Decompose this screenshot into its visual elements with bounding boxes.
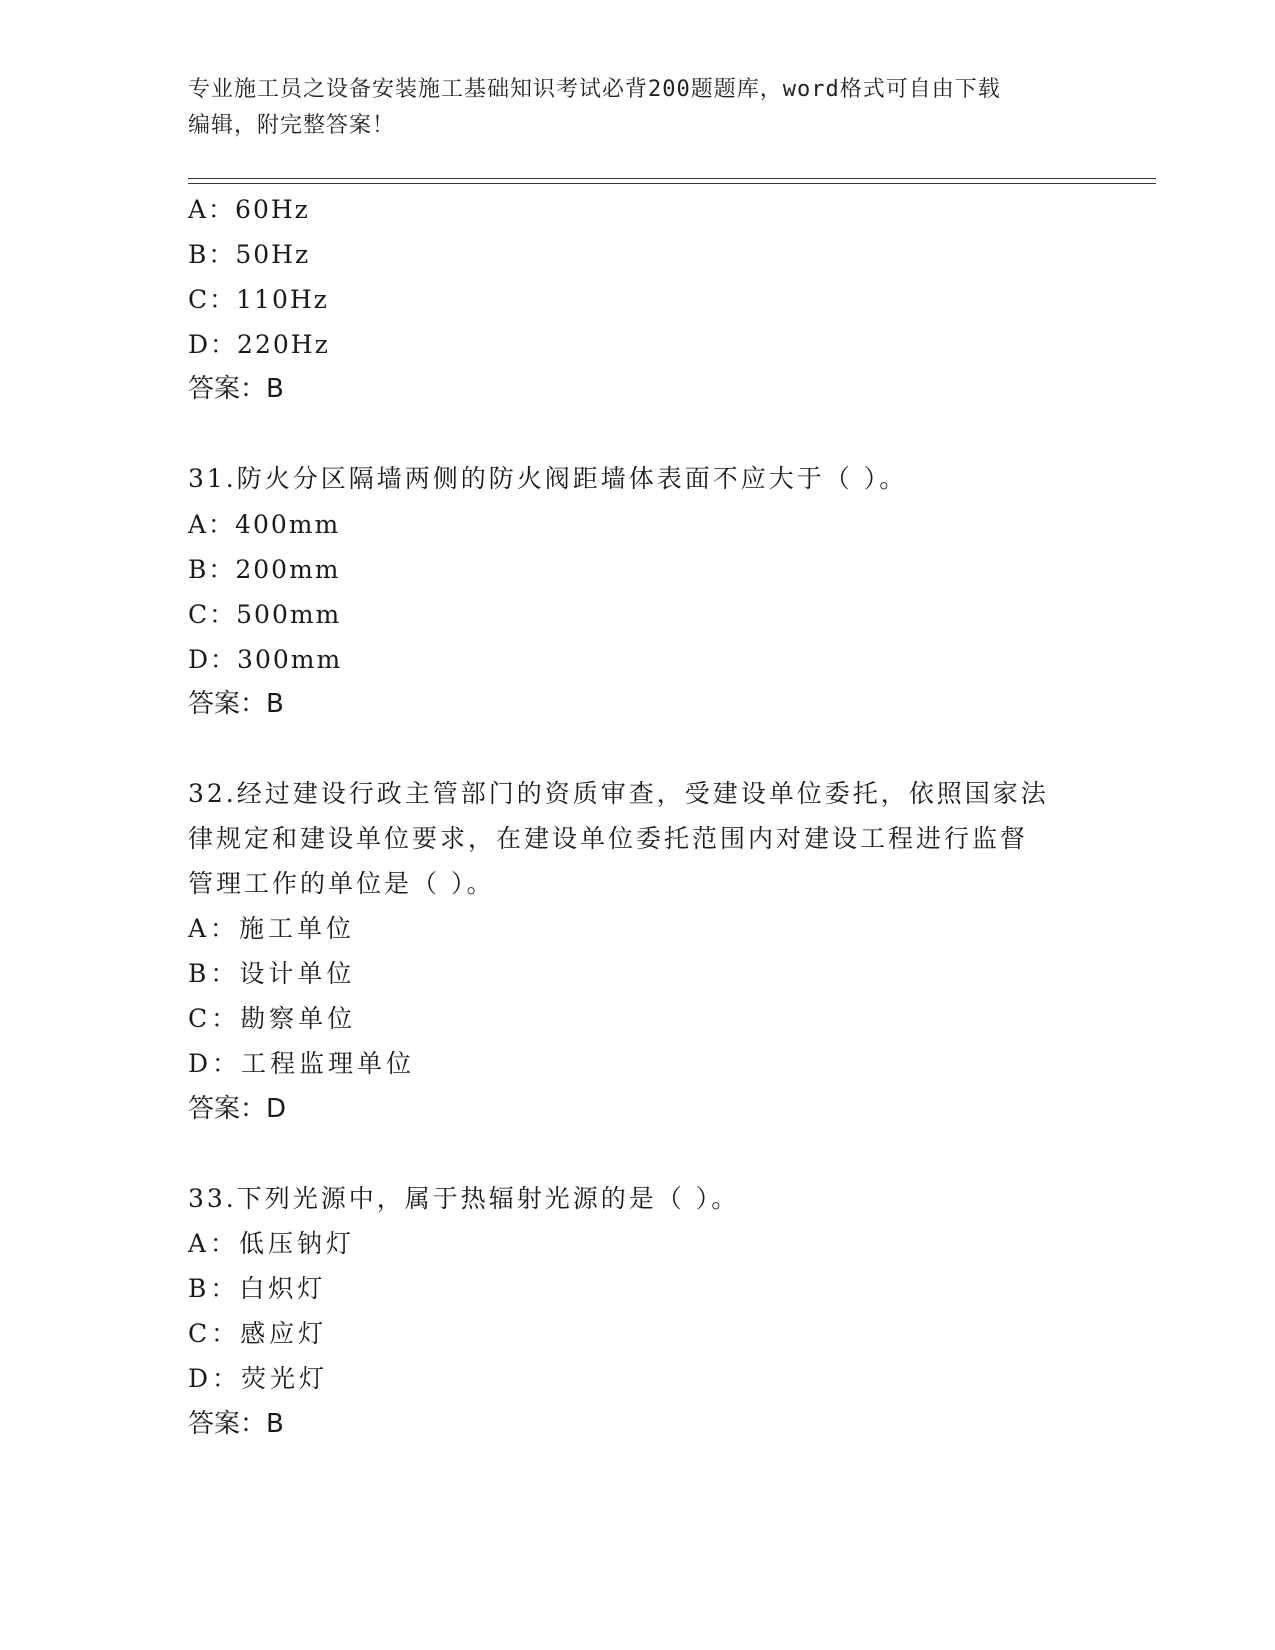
q30-option-d: D：220Hz	[188, 330, 330, 359]
header-rule-top	[188, 178, 1156, 179]
q31-option-b: B：200mm	[188, 555, 341, 584]
document-header	[188, 72, 1068, 144]
q33-option-b: B：白炽灯	[188, 1274, 327, 1303]
q33-question: 33.下列光源中，属于热辐射光源的是（ ）。	[188, 1184, 740, 1213]
q33-option-d: D：荧光灯	[188, 1364, 329, 1393]
q33-answer: 答案：B	[188, 1409, 284, 1439]
q32-question-line-3: 管理工作的单位是（ ）。	[188, 869, 495, 898]
q32-option-a: A：施工单位	[188, 914, 356, 943]
q33-option-a: A：低压钠灯	[188, 1229, 356, 1258]
q32-answer: 答案：D	[188, 1094, 287, 1124]
q31-option-a: A：400mm	[188, 510, 341, 539]
q32-question-line-2: 律规定和建设单位要求，在建设单位委托范围内对建设工程进行监督	[188, 824, 1029, 853]
header-rule-bottom	[188, 183, 1156, 184]
q31-option-c: C：500mm	[188, 600, 342, 629]
q31-option-d: D：300mm	[188, 645, 343, 674]
q32-question-line-1: 32.经过建设行政主管部门的资质审查，受建设单位委托，依照国家法	[188, 779, 1049, 808]
q31-answer: 答案：B	[188, 689, 284, 719]
q30-option-b: B：50Hz	[188, 240, 311, 269]
q32-option-c: C：勘察单位	[188, 1004, 357, 1033]
q31-question: 31.防火分区隔墙两侧的防火阀距墙体表面不应大于（ ）。	[188, 464, 908, 493]
q30-answer: 答案：B	[188, 374, 284, 404]
q30-option-c: C：110Hz	[188, 285, 329, 314]
header-line-2: 编辑，附完整答案！	[188, 113, 396, 138]
q32-option-b: B：设计单位	[188, 959, 356, 988]
q33-option-c: C：感应灯	[188, 1319, 328, 1348]
header-line-1: 专业施工员之设备安装施工基础知识考试必背200题题库，word格式可自由下载	[188, 77, 1001, 102]
q32-option-d: D：工程监理单位	[188, 1049, 416, 1078]
q30-option-a: A：60Hz	[188, 195, 310, 224]
